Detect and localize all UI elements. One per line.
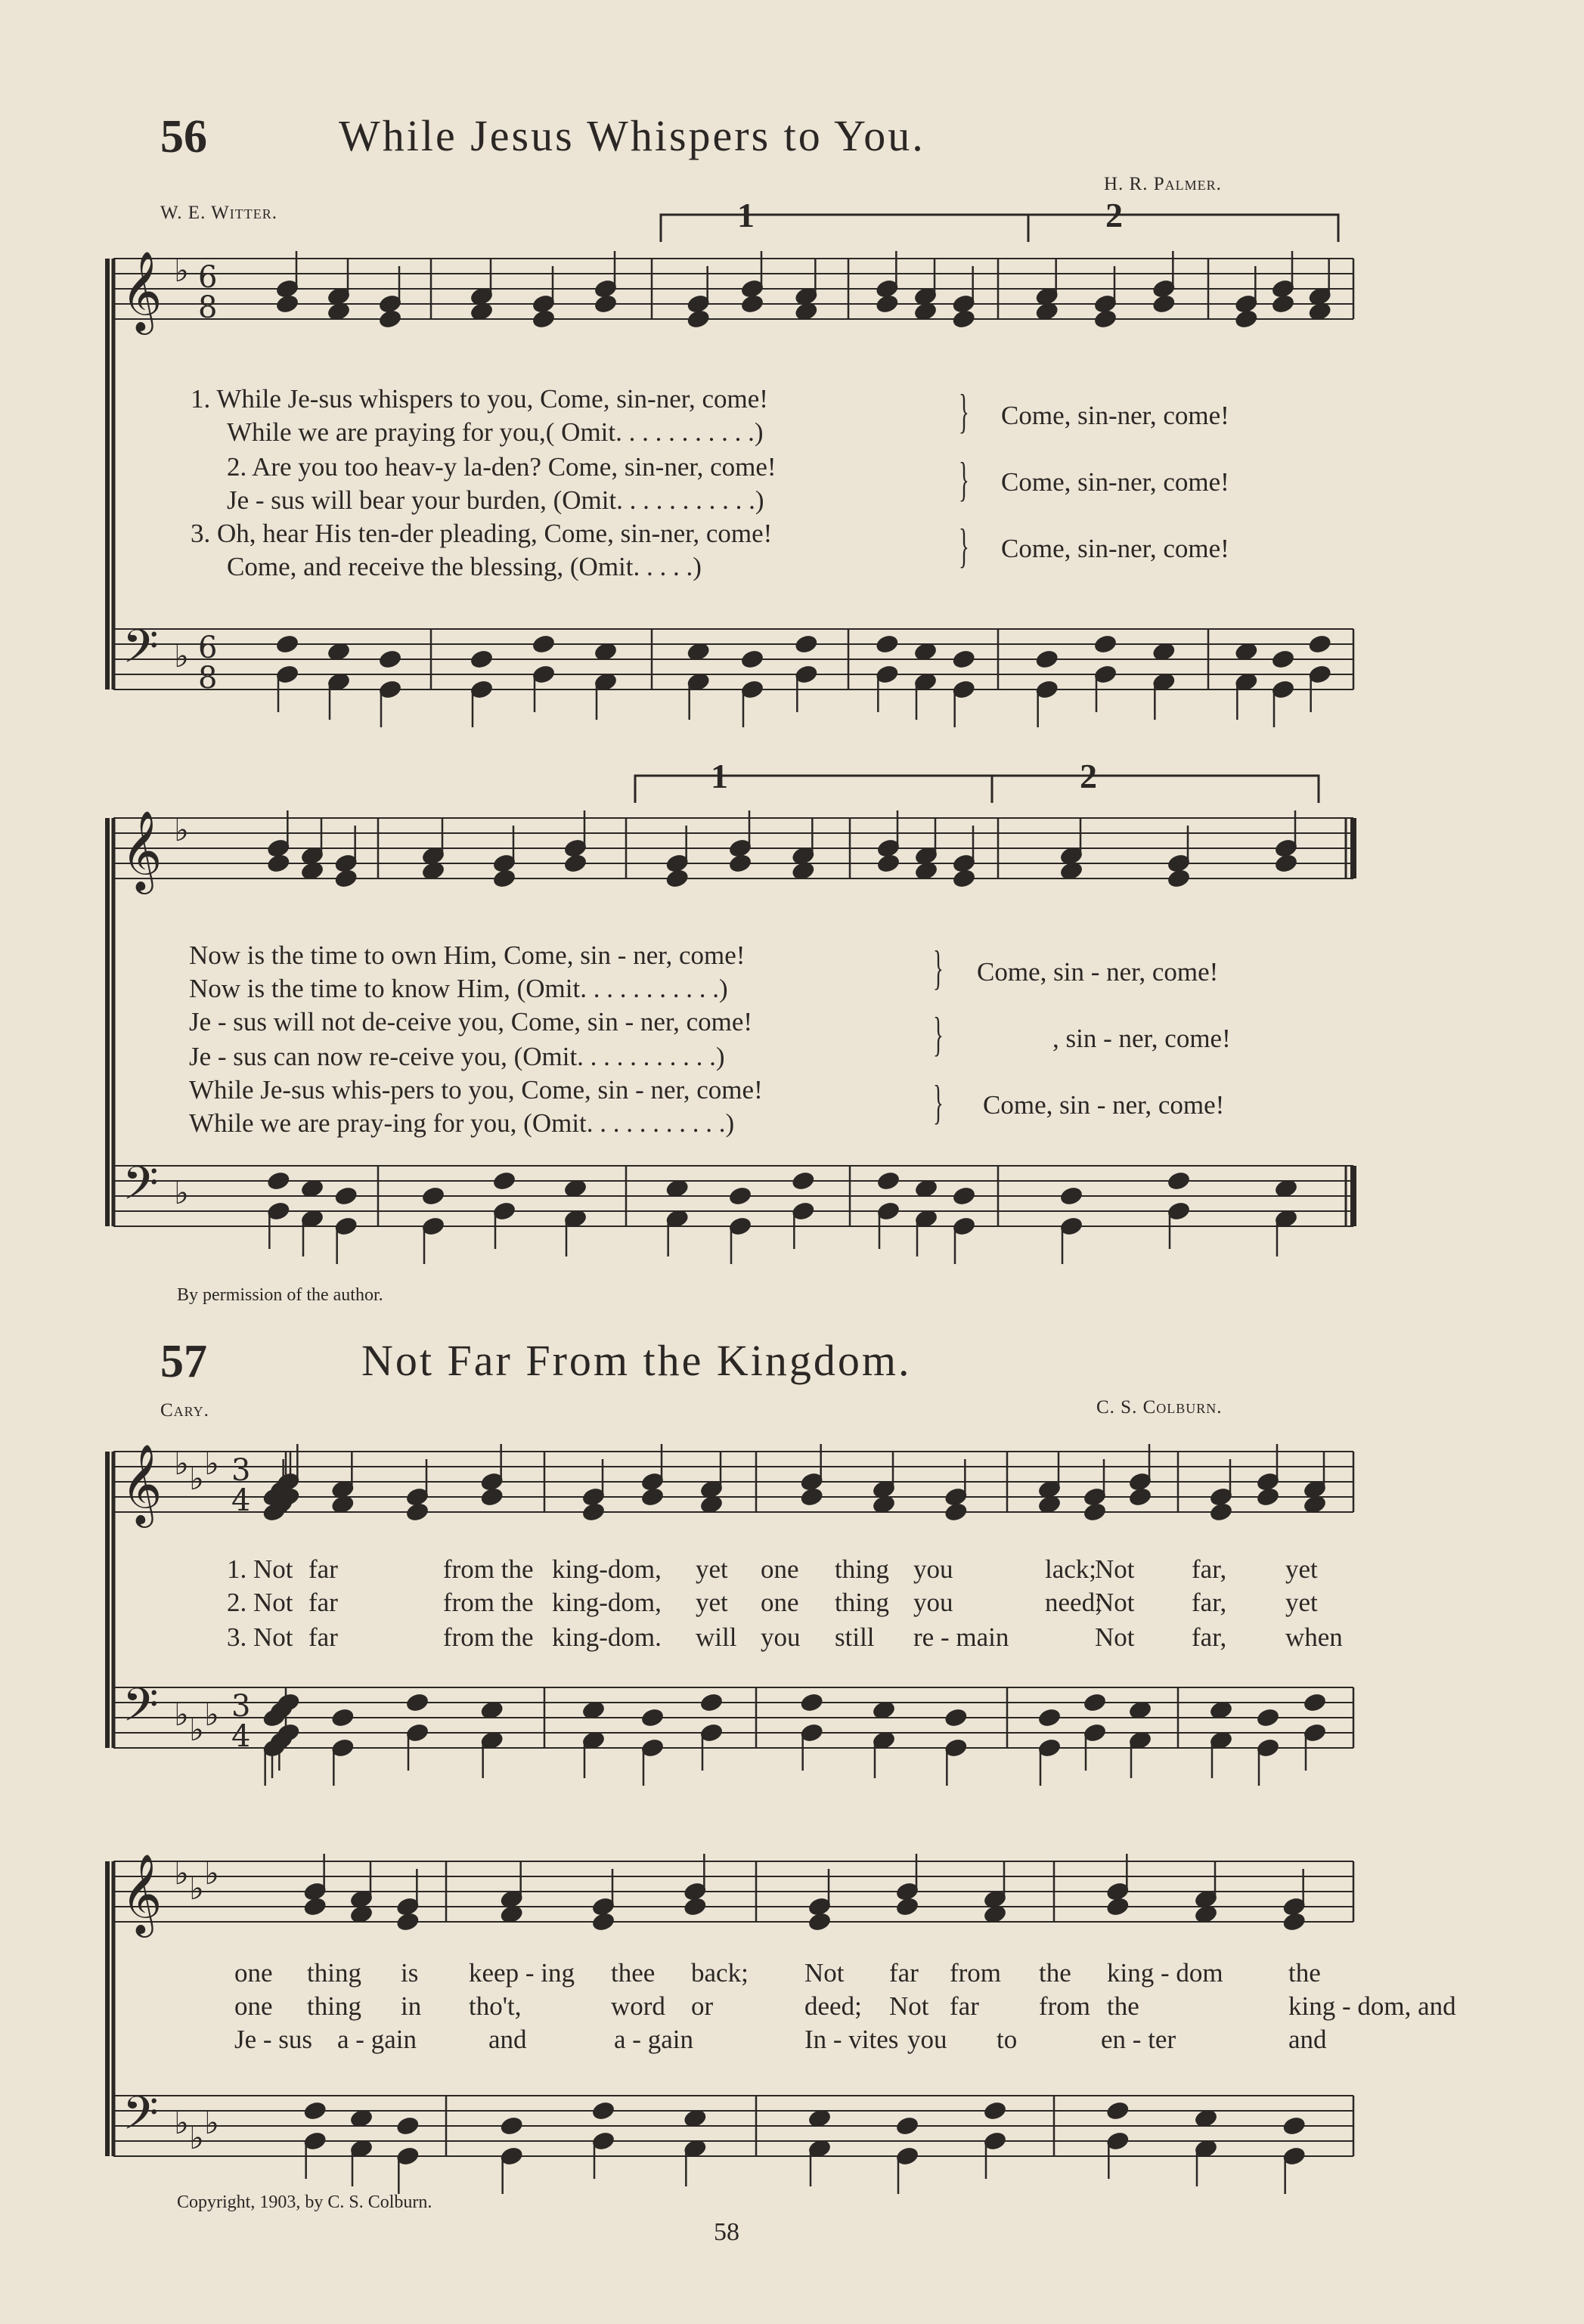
- note-head: [876, 665, 899, 684]
- note-head: [741, 279, 764, 299]
- note-head: [984, 2131, 1007, 2151]
- hymn57.system1_lyrics-lyric: you: [913, 1588, 953, 1617]
- time-signature: 6: [198, 260, 218, 295]
- note-head: [267, 1201, 290, 1221]
- hymn-56-title: While Jesus Whispers to You.: [339, 111, 925, 160]
- hymn57.system2_lyrics-lyric: Not: [889, 1991, 929, 2021]
- hymn57.system1_lyrics-lyric: one: [761, 1554, 799, 1584]
- hymn57.system1_lyrics-lyric: from the: [443, 1588, 534, 1617]
- verse-2-refrain: Come, sin-ner, come!: [1001, 467, 1229, 497]
- hymn57.system2_lyrics-lyric: or: [691, 1991, 714, 2021]
- note-head: [1094, 665, 1117, 684]
- verse-2-line-1: 2. Are you too heav-y la-den? Come, sin-ner, come!: [227, 452, 777, 482]
- note-head: [1272, 680, 1295, 699]
- verse-2-line-2: Je - sus will bear your burden, (Omit. . . . . . . . . . .): [227, 485, 764, 515]
- note-head: [396, 1897, 420, 1917]
- note-head: [276, 279, 299, 299]
- hymn57.system2_lyrics-lyric: far: [950, 1991, 979, 2021]
- note-head: [1257, 1738, 1280, 1758]
- note-head: [1235, 309, 1258, 329]
- note-head: [944, 1487, 968, 1507]
- hymn57.system1_lyrics-lyric: lack;: [1045, 1554, 1097, 1584]
- time-signature: 3: [231, 1689, 251, 1724]
- time-signature: 4: [231, 1719, 251, 1754]
- sys2-verse-3-line-2: While we are pray-ing for you, (Omit. . . . . . . . . . .): [189, 1108, 735, 1138]
- note-head: [331, 1708, 355, 1728]
- hymn-57-author: Cary.: [160, 1400, 209, 1421]
- hymn-57-title: Not Far From the Kingdom.: [361, 1336, 912, 1385]
- note-head: [953, 1216, 976, 1236]
- hymn57.system1_lyrics-lyric: when: [1285, 1622, 1343, 1652]
- hymn57.system2_lyrics-lyric: Not: [804, 1958, 845, 1988]
- note-head: [700, 1693, 724, 1712]
- note-head: [276, 634, 299, 654]
- note-head: [684, 1882, 707, 1901]
- note-head: [1257, 1487, 1280, 1507]
- note-head: [1257, 1472, 1280, 1492]
- flat-icon: ♭: [174, 1696, 189, 1733]
- hymn57.system2_lyrics-lyric: tho't,: [469, 1991, 522, 2021]
- note-head: [944, 1738, 968, 1758]
- note-head: [1282, 1897, 1306, 1917]
- note-head: [876, 279, 899, 299]
- note-head: [896, 2146, 919, 2166]
- note-head: [700, 1723, 724, 1743]
- note-head: [334, 854, 358, 873]
- hymn-57-number: 57: [160, 1336, 207, 1387]
- note-head: [795, 665, 818, 684]
- note-head: [800, 1693, 823, 1712]
- note-head: [808, 1912, 832, 1932]
- note-head: [1282, 1912, 1306, 1932]
- hymn57.system1_lyrics-lyric: still: [835, 1622, 875, 1652]
- brace-icon: }: [959, 452, 969, 506]
- note-head: [1308, 665, 1331, 684]
- verse-1-refrain: Come, sin-ner, come!: [1001, 401, 1229, 430]
- note-head: [684, 1897, 707, 1917]
- hymn57.system1_lyrics-lyric: far,: [1192, 1588, 1227, 1617]
- hymn57.system2_lyrics-lyric: one: [234, 1991, 273, 2021]
- permission-note: By permission of the author.: [177, 1285, 383, 1305]
- note-head: [792, 1201, 815, 1221]
- hymn57.system1_lyrics-lyric: thing: [835, 1554, 889, 1584]
- note-head: [729, 838, 752, 858]
- note-head: [303, 2131, 327, 2151]
- note-head: [876, 294, 899, 314]
- hymn57.system1_lyrics-lyric: 1. Not: [227, 1554, 293, 1584]
- note-head: [1167, 1171, 1191, 1191]
- note-head: [334, 869, 358, 888]
- hymn57.system1_lyrics-lyric: from the: [443, 1554, 534, 1584]
- page-number: 58: [714, 2218, 739, 2246]
- hymn57.system1_lyrics-lyric: 3. Not: [227, 1622, 293, 1652]
- note-head: [582, 1487, 606, 1507]
- hymn57.system2_lyrics-lyric: is: [401, 1958, 419, 1988]
- note-head: [396, 2146, 420, 2166]
- note-head: [276, 665, 299, 684]
- note-head: [800, 1723, 823, 1743]
- brace-icon: }: [959, 384, 969, 438]
- hymn57.system1_lyrics-lyric: one: [761, 1588, 799, 1617]
- note-head: [944, 1708, 968, 1728]
- note-head: [379, 294, 402, 314]
- note-head: [1094, 309, 1117, 329]
- note-head: [500, 2116, 523, 2136]
- hymn57.system1_lyrics-lyric: far: [308, 1588, 338, 1617]
- verse-3-refrain: Come, sin-ner, come!: [1001, 534, 1229, 563]
- hymn57.system2_lyrics-lyric: far: [889, 1958, 919, 1988]
- note-head: [396, 2116, 420, 2136]
- sys2-verse-2-line-1: Je - sus will not de-ceive you, Come, sin - ner, come!: [189, 1007, 753, 1037]
- hymn57.system2_lyrics-lyric: word: [611, 1991, 665, 2021]
- note-head: [1035, 680, 1059, 699]
- treble-clef-icon: 𝄞: [121, 1443, 163, 1524]
- hymn57.system2_lyrics-lyric: a - gain: [337, 2025, 417, 2054]
- note-head: [379, 680, 402, 699]
- verse-3-line-1: 3. Oh, hear His ten-der pleading, Come, sin-ner, come!: [191, 519, 773, 548]
- note-head: [896, 1897, 919, 1917]
- note-head: [1235, 294, 1258, 314]
- note-head: [795, 634, 818, 654]
- note-head: [1303, 1723, 1327, 1743]
- hymn57.system2_lyrics-lyric: and: [488, 2025, 527, 2054]
- hymn57.system2_lyrics-lyric: Je - sus: [234, 2025, 313, 2054]
- flat-icon: ♭: [204, 1445, 219, 1482]
- note-head: [470, 649, 494, 669]
- flat-icon: ♭: [174, 1445, 189, 1482]
- note-head: [800, 1487, 823, 1507]
- flat-icon: ♭: [204, 2104, 219, 2141]
- note-head: [1083, 1502, 1107, 1522]
- note-head: [729, 1216, 752, 1236]
- flat-icon: ♭: [174, 2104, 189, 2141]
- hymn57.system1_lyrics-lyric: far: [308, 1554, 338, 1584]
- treble-clef-icon: 𝄞: [121, 250, 163, 331]
- note-head: [1152, 294, 1176, 314]
- note-head: [1060, 1186, 1083, 1206]
- note-head: [1106, 2131, 1130, 2151]
- note-head: [1167, 1201, 1191, 1221]
- hymn57.system1_lyrics-lyric: yet: [1285, 1554, 1318, 1584]
- note-head: [592, 1912, 615, 1932]
- ending-1-label-system-2: 1: [711, 757, 728, 795]
- note-head: [334, 1186, 358, 1206]
- note-head: [276, 294, 299, 314]
- note-head: [1038, 1708, 1062, 1728]
- note-head: [532, 634, 556, 654]
- sys2-verse-3-line-1: While Je-sus whis-pers to you, Come, sin - ner, come!: [189, 1075, 763, 1105]
- note-head: [1282, 2116, 1306, 2136]
- flat-icon: ♭: [189, 1460, 204, 1497]
- note-head: [952, 649, 975, 669]
- flat-icon: ♭: [204, 1696, 219, 1733]
- verse-3-line-2: Come, and receive the blessing, (Omit. . . . .): [227, 552, 702, 581]
- note-head: [480, 1472, 504, 1492]
- hymn57.system2_lyrics-lyric: from: [1039, 1991, 1091, 2021]
- note-head: [741, 649, 764, 669]
- note-head: [594, 279, 618, 299]
- hymn57.system2_lyrics-lyric: keep - ing: [469, 1958, 575, 1988]
- note-head: [582, 1502, 606, 1522]
- note-head: [592, 2131, 615, 2151]
- note-head: [729, 854, 752, 873]
- note-head: [422, 1216, 445, 1236]
- hymn57.system2_lyrics-lyric: thee: [611, 1958, 656, 1988]
- flat-icon: ♭: [189, 2119, 204, 2156]
- note-head: [1129, 1487, 1152, 1507]
- treble-clef-icon: 𝄞: [121, 810, 163, 891]
- note-head: [1167, 869, 1191, 888]
- hymn57.system2_lyrics-lyric: thing: [307, 1991, 361, 2021]
- note-head: [532, 309, 556, 329]
- note-head: [952, 680, 975, 699]
- note-head: [1094, 294, 1117, 314]
- hymn57.system2_lyrics-lyric: and: [1288, 2025, 1327, 2054]
- note-head: [379, 309, 402, 329]
- note-head: [741, 294, 764, 314]
- note-head: [896, 2116, 919, 2136]
- hymn57.system2_lyrics-lyric: to: [997, 2025, 1018, 2054]
- hymn57.system2_lyrics-lyric: a - gain: [614, 2025, 693, 2054]
- note-head: [687, 309, 710, 329]
- hymn57.system1_lyrics-lyric: yet: [696, 1588, 728, 1617]
- hymn57.system2_lyrics-lyric: deed;: [804, 1991, 862, 2021]
- note-head: [267, 1171, 290, 1191]
- note-head: [493, 869, 516, 888]
- note-head: [953, 854, 976, 873]
- note-head: [422, 1186, 445, 1206]
- note-head: [808, 1897, 832, 1917]
- flat-icon: ♭: [174, 637, 189, 674]
- note-head: [877, 1201, 900, 1221]
- note-head: [594, 294, 618, 314]
- note-head: [641, 1472, 665, 1492]
- hymn57.system2_lyrics-lyric: one: [234, 1958, 273, 1988]
- note-head: [334, 1216, 358, 1236]
- note-head: [687, 294, 710, 314]
- note-head: [1282, 2146, 1306, 2166]
- hymn57.system2_lyrics-lyric: In - vites: [804, 2025, 899, 2054]
- note-head: [1106, 1897, 1130, 1917]
- hymn-56-author: W. E. Witter.: [160, 203, 277, 223]
- brace-icon: }: [959, 519, 969, 572]
- note-head: [1035, 649, 1059, 669]
- hymn57.system1_lyrics-lyric: from the: [443, 1622, 534, 1652]
- note-head: [532, 294, 556, 314]
- note-head: [303, 1882, 327, 1901]
- bass-clef-icon: 𝄢: [122, 2087, 159, 2152]
- sys2-verse-1-line-2: Now is the time to know Him, (Omit. . . . . . . . . . .): [189, 974, 728, 1003]
- note-head: [641, 1738, 665, 1758]
- sys2-verse-1-refrain: Come, sin - ner, come!: [977, 957, 1219, 987]
- hymn57.system1_lyrics-lyric: far,: [1192, 1554, 1227, 1584]
- sys2-verse-1-line-1: Now is the time to own Him, Come, sin - ner, come!: [189, 940, 746, 970]
- hymn57.system1_lyrics-lyric: need;: [1045, 1588, 1102, 1617]
- note-head: [267, 854, 290, 873]
- ending-2-label: 2: [1105, 196, 1123, 234]
- note-head: [1106, 1882, 1130, 1901]
- sys2-verse-2-line-2: Je - sus can now re-ceive you, (Omit. . . . . . . . . . .): [189, 1042, 725, 1071]
- note-head: [953, 869, 976, 888]
- sys2-verse-2-refrain: , sin - ner, come!: [1052, 1024, 1231, 1053]
- flat-icon: ♭: [204, 1855, 219, 1892]
- note-head: [470, 680, 494, 699]
- hymn57.system2_lyrics-lyric: king - dom: [1107, 1958, 1223, 1988]
- note-head: [641, 1487, 665, 1507]
- verse-1-line-2: While we are praying for you,( Omit. . . . . . . . . . .): [227, 417, 764, 447]
- hymn57.system2_lyrics-lyric: thing: [307, 1958, 361, 1988]
- note-head: [1257, 1708, 1280, 1728]
- note-head: [953, 1186, 976, 1206]
- hymn-56-number: 56: [160, 111, 207, 163]
- note-head: [406, 1693, 429, 1712]
- hymn57.system1_lyrics-lyric: you: [761, 1622, 801, 1652]
- note-head: [406, 1502, 429, 1522]
- note-head: [406, 1723, 429, 1743]
- hymn57.system1_lyrics-lyric: far,: [1192, 1622, 1227, 1652]
- time-signature: 3: [231, 1453, 251, 1488]
- hymn57.system1_lyrics-lyric: will: [696, 1622, 737, 1652]
- brace-icon: }: [933, 1075, 944, 1129]
- bass-clef-icon: 𝄢: [122, 620, 159, 685]
- hymn57.system2_lyrics-lyric: the: [1107, 1991, 1139, 2021]
- note-head: [1210, 1502, 1233, 1522]
- time-signature: 8: [198, 661, 218, 696]
- hymn57.system2_lyrics-lyric: en - ter: [1101, 2025, 1176, 2054]
- note-head: [1038, 1738, 1062, 1758]
- note-head: [303, 2101, 327, 2121]
- note-head: [665, 854, 689, 873]
- bass-clef-icon: 𝄢: [122, 1157, 159, 1222]
- note-head: [896, 1882, 919, 1901]
- sys2-verse-3-refrain: Come, sin - ner, come!: [983, 1090, 1225, 1120]
- hymn57.system1_lyrics-lyric: king-dom,: [552, 1554, 662, 1584]
- note-head: [1129, 1472, 1152, 1492]
- note-head: [331, 1738, 355, 1758]
- hymn57.system2_lyrics-lyric: from: [950, 1958, 1002, 1988]
- hymn57.system2_lyrics-lyric: king - dom, and: [1288, 1991, 1456, 2021]
- hymn57.system1_lyrics-lyric: king-dom,: [552, 1588, 662, 1617]
- flat-icon: ♭: [174, 1174, 189, 1211]
- note-head: [1106, 2101, 1130, 2121]
- hymn57.system2_lyrics-lyric: the: [1288, 1958, 1321, 1988]
- note-head: [877, 854, 900, 873]
- note-head: [1152, 279, 1176, 299]
- note-head: [984, 2101, 1007, 2121]
- verse-1-line-1: 1. While Je-sus whispers to you, Come, sin-ner, come!: [191, 384, 768, 414]
- hymn57.system1_lyrics-lyric: yet: [1285, 1588, 1318, 1617]
- note-head: [729, 1186, 752, 1206]
- flat-icon: ♭: [174, 811, 189, 848]
- note-head: [592, 2101, 615, 2121]
- hymn57.system1_lyrics-lyric: Not: [1095, 1622, 1135, 1652]
- copyright-notice: Copyright, 1903, by C. S. Colburn.: [177, 2192, 432, 2212]
- note-head: [480, 1487, 504, 1507]
- hymn57.system1_lyrics-lyric: Not: [1095, 1554, 1135, 1584]
- flat-icon: ♭: [174, 252, 189, 289]
- brace-icon: }: [933, 1007, 944, 1061]
- note-head: [1308, 634, 1331, 654]
- note-head: [877, 838, 900, 858]
- note-head: [564, 854, 587, 873]
- flat-icon: ♭: [174, 1855, 189, 1892]
- note-head: [406, 1487, 429, 1507]
- note-head: [267, 838, 290, 858]
- note-head: [952, 309, 975, 329]
- hymn57.system1_lyrics-lyric: thing: [835, 1588, 889, 1617]
- note-head: [792, 1171, 815, 1191]
- note-head: [500, 2146, 523, 2166]
- note-head: [1094, 634, 1117, 654]
- treble-clef-icon: 𝄞: [121, 1853, 163, 1934]
- note-head: [493, 1201, 516, 1221]
- time-signature: 4: [231, 1483, 251, 1518]
- hymn57.system2_lyrics-lyric: the: [1039, 1958, 1071, 1988]
- note-head: [1210, 1487, 1233, 1507]
- note-head: [493, 854, 516, 873]
- note-head: [877, 1171, 900, 1191]
- hymn-57-composer: C. S. Colburn.: [1096, 1397, 1223, 1418]
- bass-clef-icon: 𝄢: [122, 1678, 159, 1743]
- brace-icon: }: [933, 940, 944, 994]
- note-head: [493, 1171, 516, 1191]
- note-head: [665, 869, 689, 888]
- hymn57.system1_lyrics-lyric: far: [308, 1622, 338, 1652]
- note-head: [741, 680, 764, 699]
- ending-1-label: 1: [737, 196, 755, 234]
- note-head: [944, 1502, 968, 1522]
- note-head: [1275, 838, 1298, 858]
- flat-icon: ♭: [189, 1870, 204, 1907]
- note-head: [1083, 1723, 1107, 1743]
- note-head: [1275, 854, 1298, 873]
- note-head: [1272, 279, 1295, 299]
- hymn57.system2_lyrics-lyric: you: [907, 2025, 947, 2054]
- note-head: [1083, 1487, 1107, 1507]
- note-head: [1272, 649, 1295, 669]
- note-head: [1060, 1216, 1083, 1236]
- note-head: [396, 1912, 420, 1932]
- note-head: [564, 838, 587, 858]
- note-head: [379, 649, 402, 669]
- ending-2-label-system-2: 2: [1080, 757, 1097, 795]
- note-head: [641, 1708, 665, 1728]
- hymn57.system1_lyrics-lyric: re - main: [913, 1622, 1009, 1652]
- note-head: [876, 634, 899, 654]
- note-head: [952, 294, 975, 314]
- hymn57.system1_lyrics-lyric: Not: [1095, 1588, 1135, 1617]
- note-head: [303, 1897, 327, 1917]
- hymn57.system1_lyrics-lyric: 2. Not: [227, 1588, 293, 1617]
- hymn-56-composer: H. R. Palmer.: [1104, 174, 1222, 194]
- note-head: [1083, 1693, 1107, 1712]
- hymn57.system1_lyrics-lyric: king-dom.: [552, 1622, 662, 1652]
- note-head: [532, 665, 556, 684]
- time-signature: 8: [198, 290, 218, 325]
- time-signature: 6: [198, 631, 218, 665]
- note-head: [1167, 854, 1191, 873]
- hymn57.system2_lyrics-lyric: back;: [691, 1958, 749, 1988]
- hymn57.system1_lyrics-lyric: you: [913, 1554, 953, 1584]
- hymn57.system2_lyrics-lyric: in: [401, 1991, 422, 2021]
- flat-icon: ♭: [189, 1711, 204, 1748]
- hymn57.system1_lyrics-lyric: yet: [696, 1554, 728, 1584]
- note-head: [592, 1897, 615, 1917]
- note-head: [1303, 1693, 1327, 1712]
- note-head: [1272, 294, 1295, 314]
- note-head: [800, 1472, 823, 1492]
